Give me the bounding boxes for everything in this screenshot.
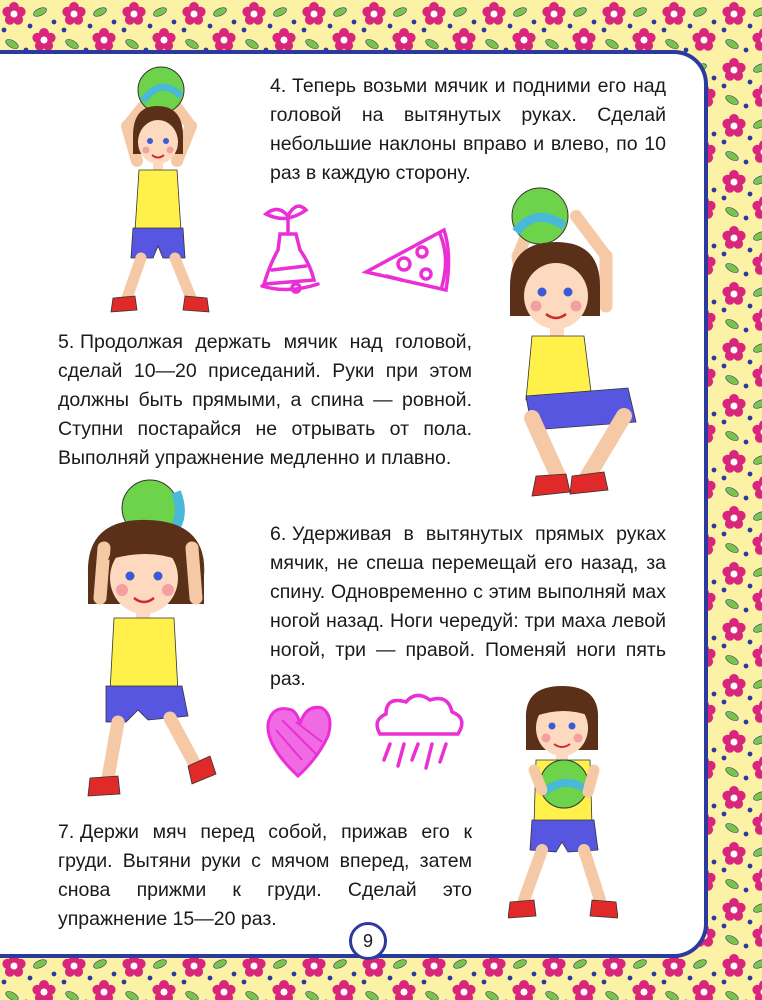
exercise-7 — [58, 818, 472, 934]
exercise-number: 5. — [58, 331, 75, 353]
exercise-text: Держи мяч перед собой, прижав его к груди. Вытяни руки с мячом вперед, затем снова прижми к груди. Сделай это упражнение 15—20 раз. — [58, 821, 472, 930]
girl-ball-overhead-illustration — [105, 66, 235, 324]
rain-cloud-doodle-icon — [370, 690, 470, 786]
bell-doodle-icon — [258, 194, 332, 298]
girl-squat-illustration — [496, 186, 646, 510]
exercise-number: 7. — [58, 821, 75, 843]
exercise-text: Продолжая держать мячик над головой, сделай 10—20 приседаний. Руки при этом должны быть прямыми, а спина — ровной. Ступни постарайся не отрывать от пола. Выполняй упражнение медленно и плавно. — [58, 331, 472, 469]
exercise-number: 6. — [270, 523, 287, 545]
girl-ball-behind-illustration — [78, 478, 238, 808]
exercise-number: 4. — [270, 75, 287, 97]
exercise-text: Удерживая в вытянутых прямых руках мячик, не спеша перемещай его назад, за спину. Одновременно с этим выполняй мах ногой назад. Ноги чередуй: три маха левой ногой, три — правой. Поменяй ноги пять раз. — [270, 523, 666, 690]
exercise-text: Теперь возьми мячик и подними его над головой на вытянутых руках. Сделай небольшие наклоны вправо и влево, по 10 раз в каждую сторону. — [270, 75, 666, 184]
heart-doodle-icon — [262, 700, 334, 780]
pizza-doodle-icon — [362, 224, 458, 298]
girl-ball-chest-illustration — [508, 680, 618, 924]
exercise-6 — [270, 520, 666, 694]
page-number: 9 — [349, 922, 387, 960]
exercise-4 — [270, 72, 666, 188]
exercise-5 — [58, 328, 472, 473]
